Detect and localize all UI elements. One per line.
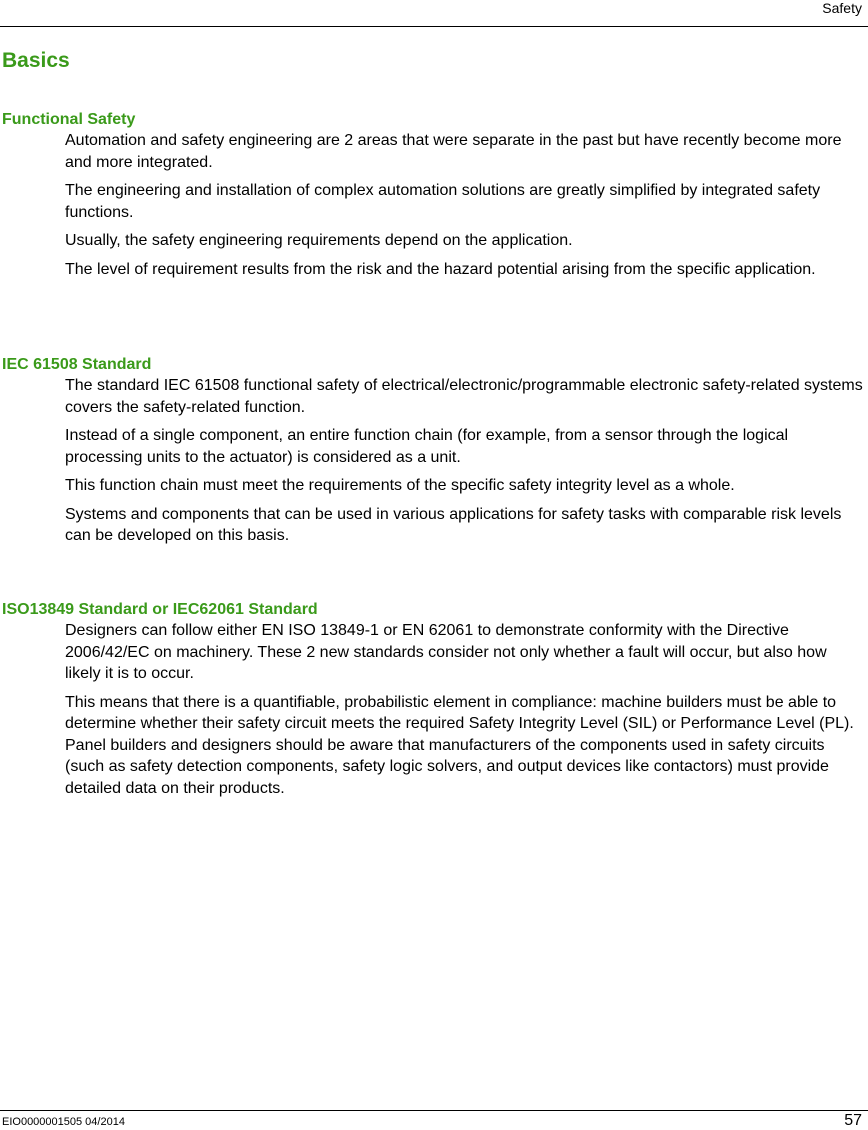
- paragraph: The standard IEC 61508 functional safety of electrical/electronic/programmable electronic safety-related systems covers the safety-related function.: [65, 377, 863, 416]
- paragraph: Instead of a single component, an entire function chain (for example, from a sensor through the logical processing units to the actuator) is considered as a unit.: [65, 427, 789, 466]
- paragraph: Designers can follow either EN ISO 13849-1 or EN 62061 to demonstrate conformity with the Directive 2006/42/EC on machinery. These 2 new standards consider not only whether a fault will occur, but also how likely it is to occur.: [65, 622, 827, 682]
- page-title: Basics: [2, 49, 70, 72]
- page-number: 57: [844, 1112, 862, 1129]
- paragraph: The level of requirement results from the risk and the hazard potential arising from the specific application.: [65, 260, 816, 278]
- section-functional-safety: [0, 110, 868, 287]
- paragraph: This means that there is a quantifiable, probabilistic element in compliance: machine builders must be able to determine whether their safety circuit meets the required Safety Integrity Level (SIL) or Performance Level (PL). Panel builders and designers should be aware that manufacturers of the components used in safety circuits (such as safety detection components, safety logic solvers, and output devices like contactors) must provide detailed data on their products.: [65, 693, 854, 797]
- section-iec-61508: [0, 355, 868, 554]
- section-heading: ISO13849 Standard or IEC62061 Standard: [2, 601, 318, 618]
- section-heading: IEC 61508 Standard: [2, 356, 152, 373]
- page-footer: [0, 1110, 868, 1130]
- section-heading: Functional Safety: [2, 111, 136, 128]
- paragraph: Systems and components that can be used in various applications for safety tasks with comparable risk levels can be developed on this basis.: [65, 505, 842, 544]
- section-iso13849-iec62061: [0, 600, 868, 806]
- document-id: EIO0000001505 04/2014: [2, 1116, 125, 1128]
- paragraph: Automation and safety engineering are 2 areas that were separate in the past but have recently become more and more integrated.: [65, 132, 842, 171]
- paragraph: The engineering and installation of complex automation solutions are greatly simplified by integrated safety functions.: [65, 182, 821, 221]
- page-header: [0, 0, 868, 27]
- paragraph: Usually, the safety engineering requirements depend on the application.: [65, 232, 573, 249]
- paragraph: This function chain must meet the requirements of the specific safety integrity level as a whole.: [65, 477, 735, 494]
- header-section-title: Safety: [822, 0, 862, 16]
